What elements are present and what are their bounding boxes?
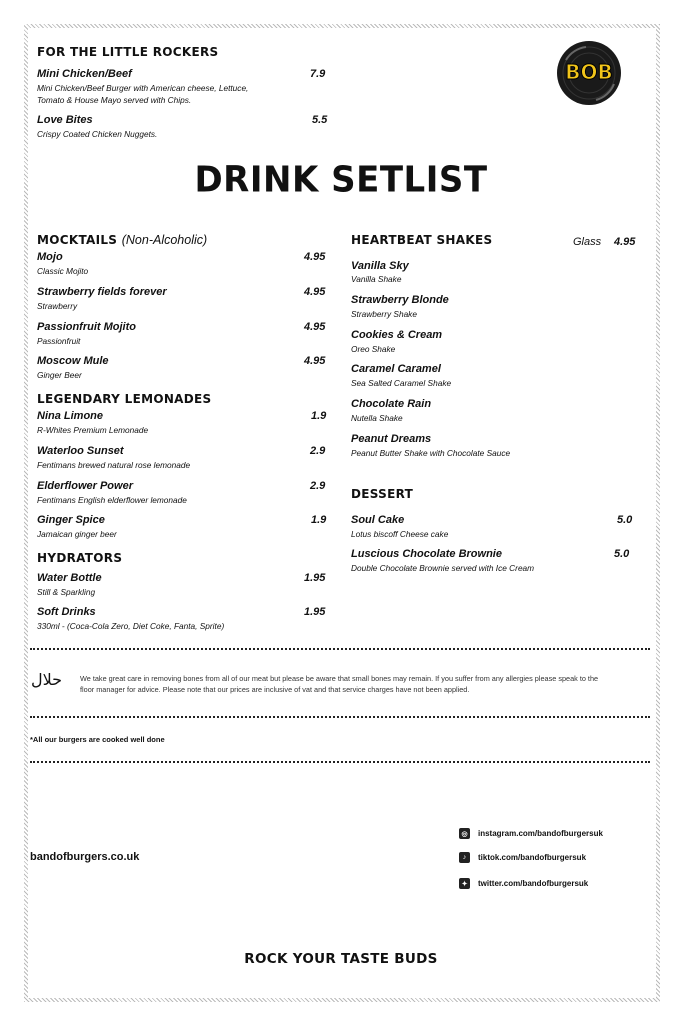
website-link[interactable]: bandofburgers.co.uk <box>30 851 140 863</box>
shake-desc: Oreo Shake <box>351 344 396 354</box>
instagram-icon: ◎ <box>459 828 470 839</box>
kids-item-name: Mini Chicken/Beef <box>37 68 132 80</box>
hydrator-price: 1.95 <box>304 606 326 618</box>
mocktail-name: Passionfruit Mojito <box>37 321 136 333</box>
halal-icon: حلال <box>31 670 63 689</box>
mocktails-heading <box>37 233 207 247</box>
mocktail-name: Strawberry fields forever <box>37 286 167 298</box>
hydrators-heading: HYDRATORS <box>37 551 123 565</box>
hydrator-desc: Still & Sparkling <box>37 587 96 597</box>
tiktok-icon: ♪ <box>459 852 470 863</box>
lemonade-name: Elderflower Power <box>37 480 133 492</box>
kids-item-desc: Crispy Coated Chicken Nuggets. <box>37 129 158 139</box>
allergy-notice-line: We take great care in removing bones from all of our meat but please be aware that small bones may remain. If you suffer from any allergies please speak to the <box>80 674 599 683</box>
dotted-divider <box>30 761 650 763</box>
mocktail-name: Moscow Mule <box>37 355 109 367</box>
hydrator-desc: 330ml - (Coca-Cola Zero, Diet Coke, Fanta, Sprite) <box>37 621 225 631</box>
dotted-divider <box>30 648 650 650</box>
hydrator-price: 1.95 <box>304 572 326 584</box>
kids-item-price: 5.5 <box>312 114 328 126</box>
lemonade-desc: R-Whites Premium Lemonade <box>37 425 149 435</box>
kids-item-price: 7.9 <box>310 68 326 80</box>
lemonade-price: 1.9 <box>311 410 327 422</box>
dessert-desc: Double Chocolate Brownie served with Ice Cream <box>351 563 535 573</box>
mocktail-desc: Passionfruit <box>37 336 81 346</box>
bob-logo <box>556 40 622 106</box>
tiktok-label: tiktok.com/bandofburgersuk <box>478 853 587 862</box>
kids-heading: FOR THE LITTLE ROCKERS <box>37 45 219 59</box>
shakes-glass-price: 4.95 <box>614 236 636 248</box>
kids-item-name: Love Bites <box>37 114 93 126</box>
hydrator-name: Soft Drinks <box>37 606 96 618</box>
kids-item-desc: Mini Chicken/Beef Burger with American cheese, Lettuce, <box>37 83 249 93</box>
dessert-heading: DESSERT <box>351 487 414 501</box>
allergy-notice-line: floor manager for advice. Please note that our prices are inclusive of vat and that service charges have not been applied. <box>80 685 470 694</box>
shakes-glass-label: Glass <box>573 236 602 248</box>
mocktail-price: 4.95 <box>304 286 326 298</box>
mocktail-desc: Strawberry <box>37 301 78 311</box>
shakes-heading: HEARTBEAT SHAKES <box>351 233 493 247</box>
dessert-price: 5.0 <box>617 514 633 526</box>
lemonade-desc: Fentimans brewed natural rose lemonade <box>37 460 191 470</box>
burgers-note: *All our burgers are cooked well done <box>30 735 165 744</box>
mocktail-price: 4.95 <box>304 251 326 263</box>
lemonades-heading: LEGENDARY LEMONADES <box>37 392 212 406</box>
twitter-label: twitter.com/bandofburgersuk <box>478 879 589 888</box>
allergy-notice <box>80 673 650 695</box>
shake-name: Chocolate Rain <box>351 398 432 410</box>
kids-item-desc: Tomato & House Mayo served with Chips. <box>37 95 192 105</box>
logo-text: BOB <box>565 60 613 84</box>
dessert-name: Luscious Chocolate Brownie <box>351 548 502 560</box>
hydrator-name: Water Bottle <box>37 572 102 584</box>
lemonade-price: 2.9 <box>310 480 326 492</box>
shake-name: Vanilla Sky <box>351 260 409 272</box>
shake-name: Cookies & Cream <box>351 329 443 341</box>
instagram-link[interactable] <box>459 828 603 839</box>
instagram-label: instagram.com/bandofburgersuk <box>478 829 603 838</box>
lemonade-desc: Fentimans English elderflower lemonade <box>37 495 187 505</box>
dessert-name: Soul Cake <box>351 514 405 526</box>
mocktails-heading-label: MOCKTAILS <box>37 233 118 247</box>
shake-desc: Sea Salted Caramel Shake <box>351 378 452 388</box>
lemonade-name: Nina Limone <box>37 410 104 422</box>
shake-desc: Strawberry Shake <box>351 309 417 319</box>
lemonade-price: 2.9 <box>310 445 326 457</box>
shake-name: Caramel Caramel <box>351 363 441 375</box>
tiktok-link[interactable] <box>459 852 586 863</box>
mocktail-desc: Classic Mojito <box>37 266 89 276</box>
dessert-price: 5.0 <box>614 548 630 560</box>
mocktail-price: 4.95 <box>304 355 326 367</box>
dotted-divider <box>30 716 650 718</box>
page-title: DRINK SETLIST <box>194 159 488 201</box>
mocktail-name: Mojo <box>37 251 63 263</box>
lemonade-price: 1.9 <box>311 514 327 526</box>
shake-desc: Peanut Butter Shake with Chocolate Sauce <box>351 448 511 458</box>
shake-desc: Nutella Shake <box>351 413 403 423</box>
shake-name: Strawberry Blonde <box>351 294 449 306</box>
mocktails-subheading: (Non-Alcoholic) <box>121 233 208 247</box>
mocktail-desc: Ginger Beer <box>37 370 82 380</box>
shake-desc: Vanilla Shake <box>351 274 402 284</box>
mocktail-price: 4.95 <box>304 321 326 333</box>
lemonade-name: Waterloo Sunset <box>37 445 124 457</box>
shake-name: Peanut Dreams <box>351 433 432 445</box>
lemonade-desc: Jamaican ginger beer <box>37 529 117 539</box>
twitter-link[interactable] <box>459 878 588 889</box>
dessert-desc: Lotus biscoff Cheese cake <box>351 529 449 539</box>
tagline: ROCK YOUR TASTE BUDS <box>244 951 438 967</box>
lemonade-name: Ginger Spice <box>37 514 105 526</box>
twitter-icon: ✦ <box>459 878 470 889</box>
